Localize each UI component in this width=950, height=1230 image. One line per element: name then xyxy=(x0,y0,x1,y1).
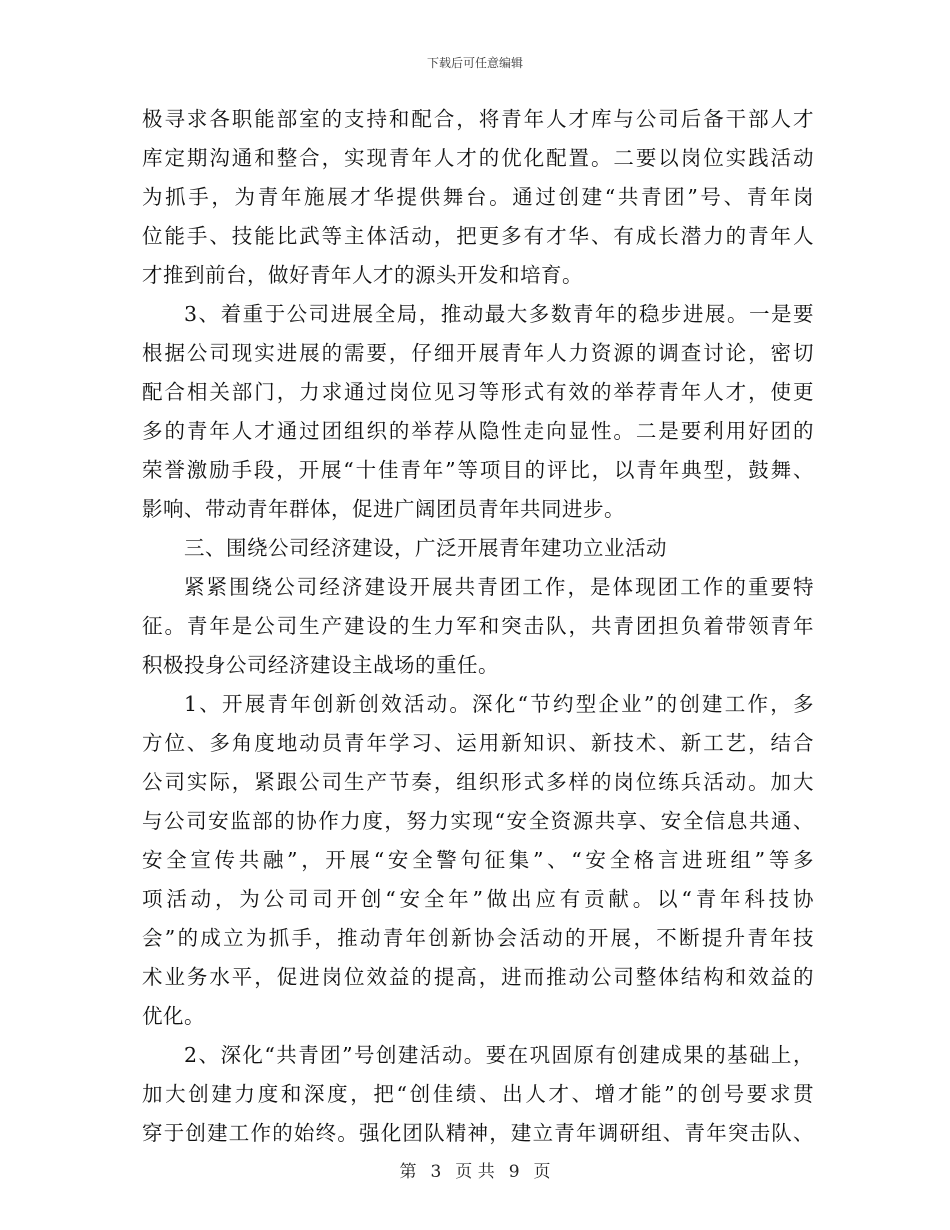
footer-suffix: 页 xyxy=(533,1162,551,1182)
text-line: 库定期沟通和整合，实现青年人才的优化配置。二要以岗位实践活动 xyxy=(142,146,814,170)
footer-total-pages: 9 xyxy=(508,1162,520,1182)
text-line: 会”的成立为抓手，推动青年创新协会活动的开展，不断提升青年技 xyxy=(142,926,814,950)
text-line: 根据公司现实进展的需要，仔细开展青年人力资源的调查讨论，密切 xyxy=(142,341,814,365)
text-line: 3、着重于公司进展全局，推动最大多数青年的稳步进展。一是要 xyxy=(184,302,814,326)
text-line: 多的青年人才通过团组织的举荐从隐性走向显性。二是要利用好团的 xyxy=(142,419,814,443)
text-line: 位能手、技能比武等主体活动，把更多有才华、有成长潜力的青年人 xyxy=(142,224,814,248)
text-line: 1、开展青年创新创效活动。深化“节约型企业”的创建工作，多 xyxy=(184,692,814,716)
text-line: 方位、多角度地动员青年学习、运用新知识、新技术、新工艺，结合 xyxy=(142,731,814,755)
document-body xyxy=(142,100,814,1153)
text-line: 征。青年是公司生产建设的生力军和突击队，共青团担负着带领青年 xyxy=(142,614,814,638)
text-line: 公司实际，紧跟公司生产节奏，组织形式多样的岗位练兵活动。加大 xyxy=(142,770,814,794)
footer-middle: 页 共 xyxy=(455,1162,495,1182)
text-line: 配合相关部门，力求通过岗位见习等形式有效的举荐青年人才，使更 xyxy=(142,380,814,404)
text-line: 才推到前台，做好青年人才的源头开发和培育。 xyxy=(142,263,583,287)
text-line: 项活动，为公司司开创“安全年”做出应有贡献。以“青年科技协 xyxy=(142,887,814,911)
text-line: 2、深化“共青团”号创建活动。要在巩固原有创建成果的基础上， xyxy=(184,1043,814,1067)
footer-page-number: 3 xyxy=(430,1162,442,1182)
text-line: 加大创建力度和深度，把“创佳绩、出人才、增才能”的创号要求贯 xyxy=(142,1082,814,1106)
page-header: 下载后可任意编辑 xyxy=(426,56,523,70)
text-line: 为抓手，为青年施展才华提供舞台。通过创建“共青团”号、青年岗 xyxy=(142,185,814,209)
footer-prefix: 第 xyxy=(399,1162,417,1182)
text-line: 安全宣传共融”，开展“安全警句征集”、“安全格言进班组”等多 xyxy=(142,848,814,872)
text-line: 紧紧围绕公司经济建设开展共青团工作，是体现团工作的重要特 xyxy=(184,575,814,599)
text-line: 三、围绕公司经济建设，广泛开展青年建功立业活动 xyxy=(184,536,667,560)
text-line: 积极投身公司经济建设主战场的重任。 xyxy=(142,653,499,677)
text-line: 影响、带动青年群体，促进广阔团员青年共同进步。 xyxy=(142,497,625,521)
text-line: 荣誉激励手段，开展“十佳青年”等项目的评比，以青年典型，鼓舞、 xyxy=(142,458,814,482)
text-line: 穿于创建工作的始终。强化团队精神，建立青年调研组、青年突击队、 xyxy=(142,1121,814,1145)
text-line: 优化。 xyxy=(142,1004,205,1028)
text-line: 极寻求各职能部室的支持和配合，将青年人才库与公司后备干部人才 xyxy=(142,107,814,131)
text-line: 与公司安监部的协作力度，努力实现“安全资源共享、安全信息共通、 xyxy=(142,809,814,833)
page-footer xyxy=(0,1157,950,1182)
text-line: 术业务水平，促进岗位效益的提高，进而推动公司整体结构和效益的 xyxy=(142,965,814,989)
